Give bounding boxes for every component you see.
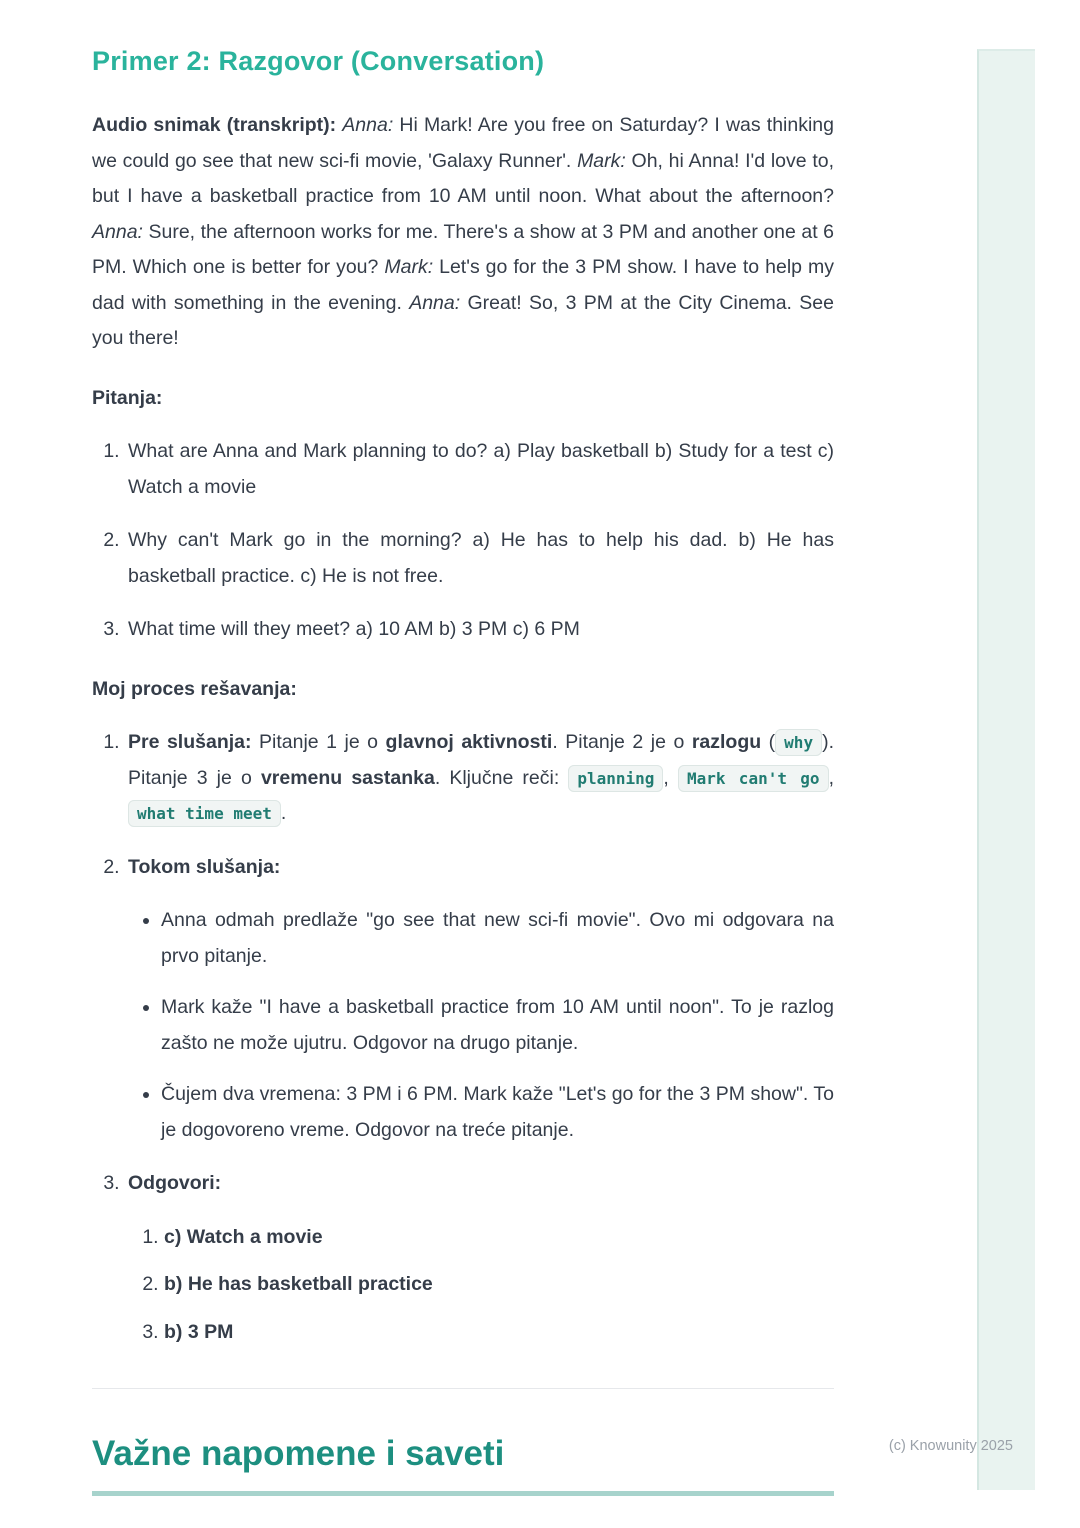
odgovori-label: Odgovori: — [128, 1172, 222, 1194]
process-step-text: Pre slušanja: Pitanje 1 je o glavnoj aktivnosti. Pitanje 2 je o razlogu ( why ). Pitanje 3 je o vremenu sastanka. Ključne reči: planning , Mark can't go , what time meet . — [128, 731, 834, 824]
section-title-primer2: Primer 2: Razgovor (Conversation) — [92, 46, 545, 76]
listening-notes-list — [128, 903, 834, 1148]
listening-note-3 — [161, 1077, 834, 1148]
question-item-2 — [125, 523, 834, 594]
question-text: What are Anna and Mark planning to do? a) Play basketball b) Study for a test c) Watch a movie — [128, 440, 834, 498]
process-step-odgovori — [125, 1166, 834, 1350]
answer-item-2 — [164, 1267, 834, 1303]
transcript-paragraph: Audio snimak (transkript): Anna: Hi Mark! Are you free on Saturday? I was thinking we could go see that new sci-fi movie, 'Galaxy Runner'. Mark: Oh, hi Anna! I'd love to, but I have a basketball practice from 10 AM until noon. What about the afternoon? Anna: Sure, the afternoon works for me. There's a show at 3 PM and another one at 6 PM. Which one is better for you? Mark: Let's go for the 3 PM show. I have to help my dad with something in the evening. Anna: Great! So, 3 PM at the City Cinema. See you there! — [92, 114, 835, 349]
answer-text: b) He has basketball practice — [164, 1273, 433, 1295]
process-step-tokom-slusanja — [125, 850, 834, 1149]
section-title-notes: Važne napomene i saveti — [92, 1433, 834, 1496]
tokom-slusanja-label: Tokom slušanja: — [128, 855, 281, 878]
listening-note-2 — [161, 990, 834, 1061]
note-text: Anna odmah predlaže "go see that new sci-fi movie". Ovo mi odgovara na prvo pitanje. — [161, 909, 834, 967]
note-text: Mark kaže "I have a basketball practice from 10 AM until noon". To je razlog zašto ne može ujutru. Odgovor na drugo pitanje. — [161, 996, 834, 1054]
listening-note-1 — [161, 903, 834, 974]
decorative-side-bar — [977, 49, 1035, 1490]
answer-item-1 — [164, 1220, 834, 1256]
process-label: Moj proces rešavanja: — [92, 677, 297, 700]
questions-list — [92, 434, 834, 648]
answer-item-3 — [164, 1315, 834, 1351]
note-text: Čujem dva vremena: 3 PM i 6 PM. Mark kaže "Let's go for the 3 PM show". To je dogovoreno vreme. Odgovor na treće pitanje. — [161, 1083, 834, 1141]
section-divider — [92, 1388, 834, 1389]
copyright-text: (c) Knowunity 2025 — [888, 1438, 1013, 1454]
content-column — [92, 44, 834, 1496]
answer-text: b) 3 PM — [164, 1320, 234, 1343]
pitanja-label: Pitanja: — [92, 386, 163, 409]
process-list — [92, 725, 834, 1350]
answer-text: c) Watch a movie — [164, 1225, 323, 1248]
question-text: Why can't Mark go in the morning? a) He has to help his dad. b) He has basketball practice. c) He is not free. — [128, 529, 834, 587]
question-item-1 — [125, 434, 834, 505]
answers-list — [128, 1220, 834, 1351]
process-step-pre-slusanja — [125, 725, 834, 832]
question-text: What time will they meet? a) 10 AM b) 3 PM c) 6 PM — [128, 618, 580, 640]
question-item-3 — [125, 612, 834, 648]
